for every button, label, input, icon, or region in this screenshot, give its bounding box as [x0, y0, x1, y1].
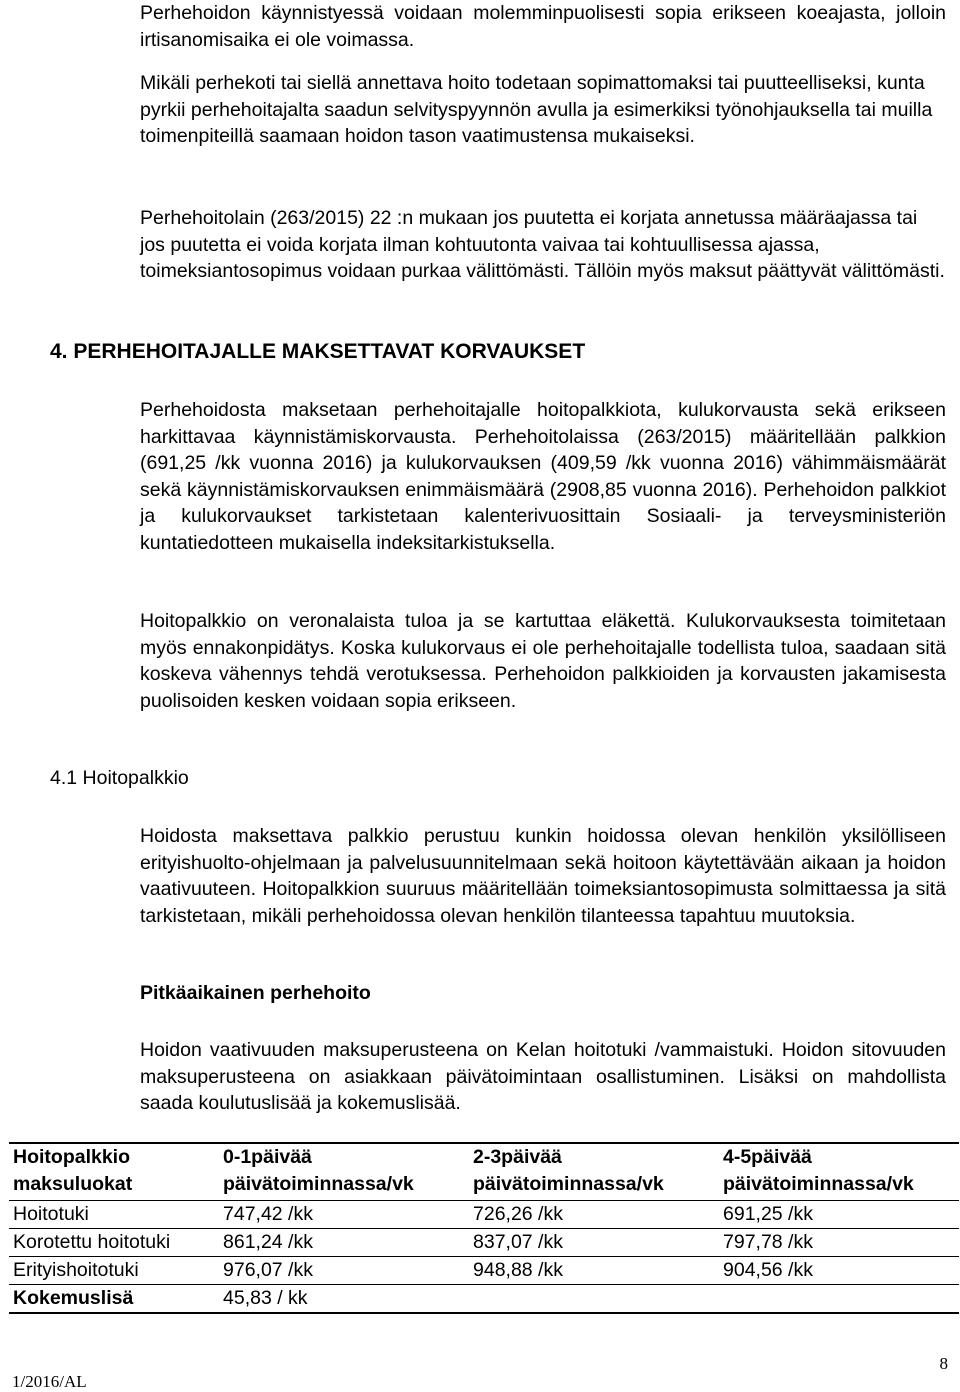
fee-table-cell: Hoitotuki: [9, 1201, 219, 1229]
fee-table-cell: Korotettu hoitotuki: [9, 1229, 219, 1257]
paragraph-inadequate-care: Mikäli perhekoti tai siellä annettava hoito todetaan sopimattomaksi tai puutteelliseksi, kunta pyrkii perhehoitajalta saadun selvityspyynnön avulla ja esimerkiksi työnohjauksella tai muilla toimenpiteillä saamaan hoidon tason vaatimustensa mukaiseksi.: [140, 72, 933, 148]
fee-table-cell: 747,42 /kk: [219, 1201, 469, 1229]
fee-table-header-cell: 4-5päivää päivätoiminnassa/vk: [719, 1143, 959, 1201]
fee-table-cell: [719, 1285, 959, 1314]
fee-table-cell: 976,07 /kk: [219, 1257, 469, 1285]
fee-table: [9, 1142, 959, 1314]
footer-document-code: 1/2016/AL: [12, 1372, 87, 1391]
fee-table-row: [9, 1229, 959, 1257]
fee-table-cell: 837,07 /kk: [469, 1229, 719, 1257]
fee-table-row: [9, 1285, 959, 1314]
paragraph-taxation: Hoitopalkkio on veronalaista tuloa ja se kartuttaa eläkettä. Kulukorvauksesta toimitetaan myös ennakonpidätys. Koska kulukorvaus ei ole perhehoitajalle todellista tuloa, saadaan sitä koskeva vähennys tehdä verotuksessa. Perhehoidon palkkioiden ja korvausten jakamisesta puolisoiden kesken voidaan sopia erikseen.: [140, 610, 946, 712]
subsection-heading: 4.1 Hoitopalkkio: [50, 767, 189, 789]
long-term-care-label: Pitkäaikainen perhehoito: [140, 982, 371, 1004]
fee-table-cell: 861,24 /kk: [219, 1229, 469, 1257]
fee-table-row: [9, 1201, 959, 1229]
section-heading: 4. PERHEHOITAJALLE MAKSETTAVAT KORVAUKSET: [50, 340, 586, 363]
fee-table-cell: Erityishoitotuki: [9, 1257, 219, 1285]
paragraph-fee-basis: Hoidosta maksettava palkkio perustuu kunkin hoidossa olevan henkilön yksilölliseen erityishuolto-ohjelmaan ja palvelusuunnitelmaan sekä hoitoon käytettävään aikaan ja hoidon vaativuuteen. Hoitopalkkion suuruus määritellään toimeksiantosopimusta solmittaessa ja sitä tarkistetaan, mikäli perhehoidossa olevan henkilön tilanteessa tapahtuu muutoksia.: [140, 825, 946, 927]
fee-table-cell: Kokemuslisä: [9, 1285, 219, 1314]
fee-table-cell: 691,25 /kk: [719, 1201, 959, 1229]
fee-table-cell: 904,56 /kk: [719, 1257, 959, 1285]
fee-table-cell: [469, 1285, 719, 1314]
fee-table-cell: 726,26 /kk: [469, 1201, 719, 1229]
page-number: 8: [939, 1354, 948, 1373]
paragraph-law-section-22: Perhehoitolain (263/2015) 22 :n mukaan jos puutetta ei korjata annetussa määräajassa tai jos puutetta ei voida korjata ilman kohtuutonta vaivaa tai kohtuullisessa ajassa, toimeksiantosopimus voidaan purkaa välittömästi. Tällöin myös maksut päättyvät välittömästi.: [140, 207, 945, 283]
fee-table-row: [9, 1257, 959, 1285]
fee-table-header-cell: 0-1päivää päivätoiminnassa/vk: [219, 1143, 469, 1201]
fee-table-cell: 948,88 /kk: [469, 1257, 719, 1285]
fee-table-header-cell: 2-3päivää päivätoiminnassa/vk: [469, 1143, 719, 1201]
paragraph-fee-criteria: Hoidon vaativuuden maksuperusteena on Kelan hoitotuki /vammaistuki. Hoidon sitovuuden maksuperusteena on asiakkaan päivätoimintaan osallistuminen. Lisäksi on mahdollista saada koulutuslisää ja kokemuslisää.: [140, 1039, 946, 1115]
paragraph-trial-period: Perhehoidon käynnistyessä voidaan molemminpuolisesti sopia erikseen koeajasta, jolloin irtisanomisaika ei ole voimassa.: [140, 2, 946, 51]
fee-table-cell: 797,78 /kk: [719, 1229, 959, 1257]
fee-table-header-cell: Hoitopalkkio maksuluokat: [9, 1143, 219, 1201]
fee-table-cell: 45,83 / kk: [219, 1285, 469, 1314]
paragraph-payments-overview: Perhehoidosta maksetaan perhehoitajalle hoitopalkkiota, kulukorvausta sekä erikseen harkittavaa käynnistämiskorvausta. Perhehoitolaissa (263/2015) määritellään palkkion (691,25 /kk vuonna 2016) ja kulukorvauksen (409,59 /kk vuonna 2016) vähimmäismäärät sekä käynnistämiskorvauksen enimmäismäärä (2908,85 vuonna 2016). Perhehoidon palkkiot ja kulukorvaukset tarkistetaan kalenterivuosittain Sosiaali- ja terveysministeriön kuntatiedotteen mukaisella indeksitarkistuksella.: [140, 399, 946, 554]
fee-table-header-row: [9, 1143, 959, 1201]
